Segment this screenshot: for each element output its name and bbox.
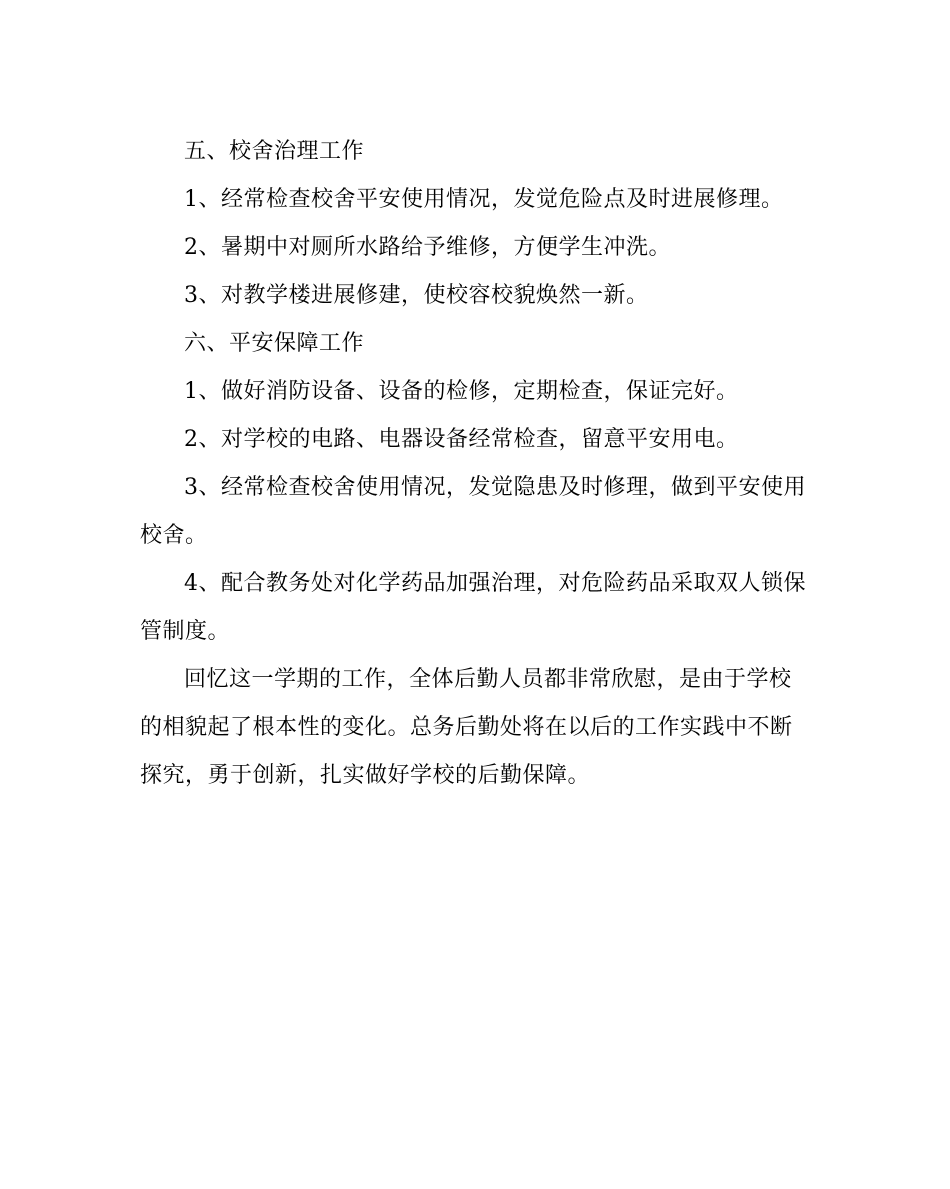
paragraph-item: 1、做好消防设备、设备的检修，定期检查，保证完好。 <box>184 379 739 404</box>
section-heading-five: 五、校舍治理工作 <box>184 139 365 164</box>
paragraph-item: 4、配合教务处对化学药品加强治理，对危险药品采取双人锁保管制度。 <box>140 571 806 644</box>
paragraph-item: 3、经常检查校舍使用情况，发觉隐患及时修理，做到平安使用校舍。 <box>140 475 806 548</box>
paragraph-item: 3、对教学楼进展修建，使校容校貌焕然一新。 <box>184 283 649 308</box>
paragraph-item: 2、对学校的电路、电器设备经常检查，留意平安用电。 <box>184 427 739 452</box>
paragraph-item: 2、暑期中对厕所水路给予维修，方便学生冲洗。 <box>184 235 671 260</box>
closing-paragraph: 回忆这一学期的工作，全体后勤人员都非常欣慰，是由于学校的相貌起了根本性的变化。总务后勤处将在以后的工作实践中不断探究，勇于创新，扎实做好学校的后勤保障。 <box>140 667 793 788</box>
document-body <box>140 128 810 800</box>
paragraph-item: 1、经常检查校舍平安使用情况，发觉危险点及时进展修理。 <box>184 187 784 212</box>
section-heading-six: 六、平安保障工作 <box>184 331 365 356</box>
